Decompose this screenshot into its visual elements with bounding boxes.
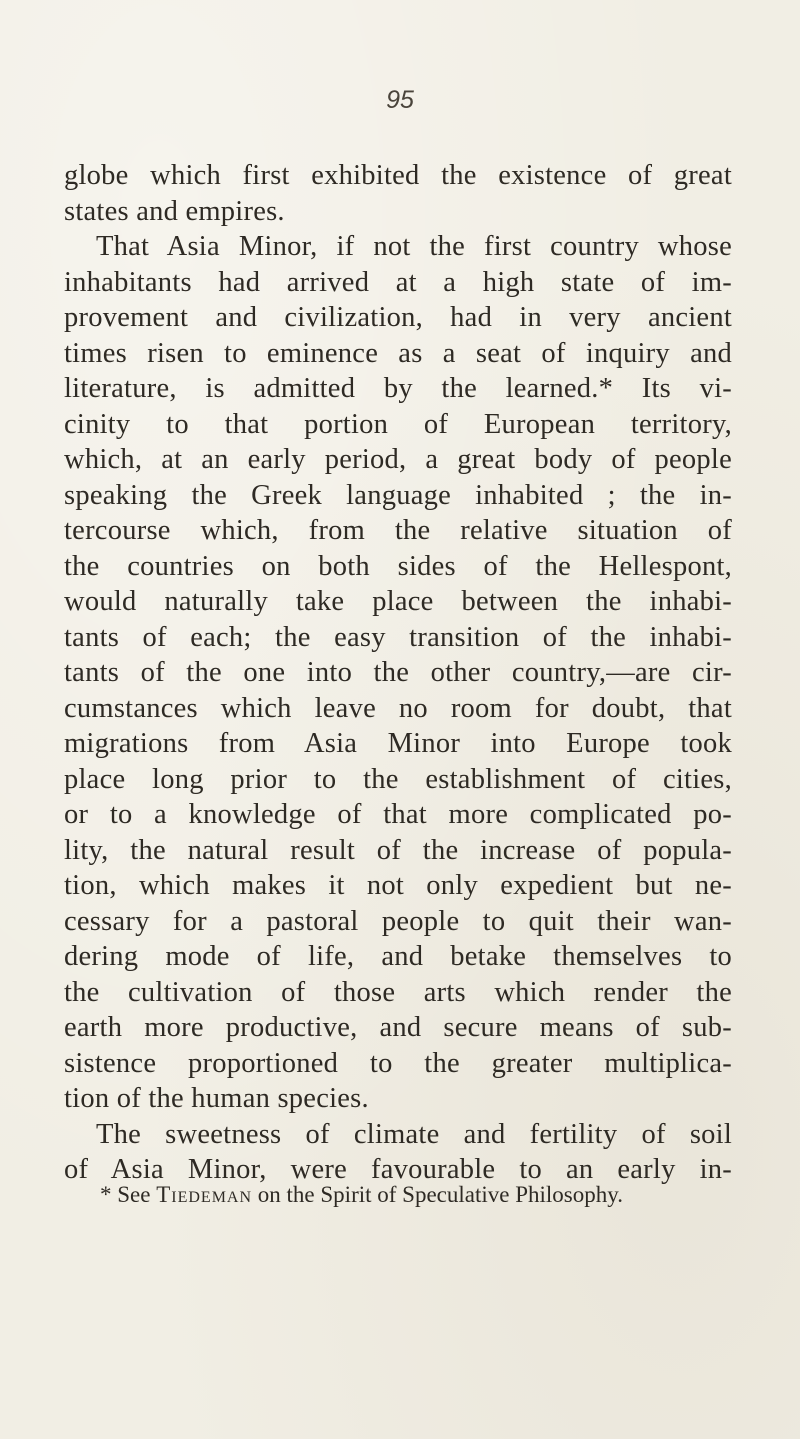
text-line: That Asia Minor, if not the first country whose [96,231,732,262]
text-line: or to a knowledge of that more complicated po- [64,799,732,830]
text-line: literature, is admitted by the learned.* Its vi- [64,373,732,404]
text-line: lity, the natural result of the increase of popula- [64,834,732,866]
footnote-author: Tiedeman [156,1182,253,1207]
text-line: the countries on both sides of the Hellespont, [64,550,732,582]
text-line: earth more productive, and secure means of sub- [64,1012,732,1043]
text-line: provement and civilization, had in very ancient [64,302,732,333]
text-line: migrations from Asia Minor into Europe took [64,728,732,759]
text-line: tercourse which, from the relative situation of [64,515,732,546]
text-line: which, at an early period, a great body of people [64,444,732,475]
text-line: sistence proportioned to the greater multiplica- [64,1047,732,1079]
footnote-text: on the Spirit of Speculative Philosophy. [257,1182,624,1207]
text-line: tants of the one into the other country,—are cir- [64,657,732,688]
text-line: place long prior to the establishment of cities, [64,763,732,795]
text-line: speaking the Greek language inhabited ; the in- [64,479,732,511]
text-line: cessary for a pastoral people to quit their wan- [64,905,732,937]
body-text [64,158,732,1188]
text-line: states and empires. [64,195,285,227]
text-line: tion, which makes it not only expedient but ne- [64,870,732,901]
text-line: would naturally take place between the inhabi- [64,586,732,617]
text-line: cumstances which leave no room for doubt, that [64,692,732,724]
text-line: dering mode of life, and betake themselves to [64,941,732,972]
text-line: of Asia Minor, were favourable to an early in- [64,1154,732,1185]
text-line: tion of the human species. [64,1083,369,1114]
text-line: the cultivation of those arts which render the [64,976,732,1008]
footnote-marker: * See [100,1182,151,1207]
text-line: tants of each; the easy transition of the inhabi- [64,621,732,653]
footnote [100,1180,720,1210]
page-number: 95 [386,86,414,114]
text-line: cinity to that portion of European territory, [64,408,732,440]
text-line: globe which first exhibited the existence of great [64,160,732,191]
text-line: times risen to eminence as a seat of inquiry and [64,337,732,369]
text-line: inhabitants had arrived at a high state of im- [64,266,732,298]
text-line: The sweetness of climate and fertility of soil [96,1118,732,1150]
